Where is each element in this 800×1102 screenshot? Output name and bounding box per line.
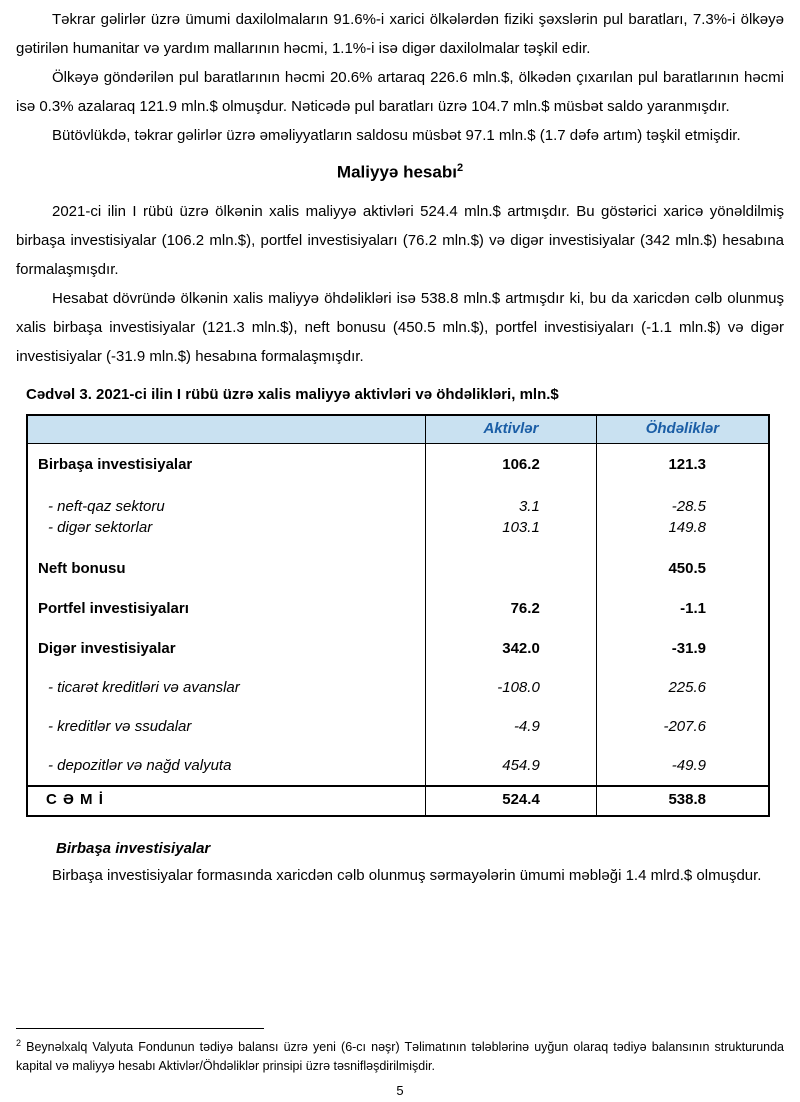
row-label: - digər sektorlar (27, 517, 426, 548)
row-label: Portfel investisiyaları (27, 588, 426, 628)
cell-aktivler: 103.1 (426, 517, 597, 548)
footnote-ref-superscript: 2 (16, 1037, 22, 1048)
table-row-depozitler-nagd-valyuta (27, 746, 769, 786)
total-label: C Ə M İ (27, 786, 426, 816)
cell-ohdelikler: -31.9 (596, 628, 769, 668)
page-number: 5 (396, 1083, 404, 1098)
table-row-neft-qaz-sektoru (27, 484, 769, 517)
section-heading-text: Maliyyə hesabı (336, 162, 457, 182)
table-row-total (27, 786, 769, 816)
table-row-diger-investisiyalar (27, 628, 769, 668)
cell-ohdelikler: 450.5 (596, 548, 769, 588)
total-ohdelikler: 538.8 (596, 786, 769, 816)
paragraph-xalis-ohdelikler: Hesabat dövründə ölkənin xalis maliyyə öhdəlikləri isə 538.8 mln.$ artmışdır ki, bu da xaricdən cəlb olunmuş xalis birbaşa investisiyalar (121.3 mln.$), neft bonusu (450.5 mln.$), portfel investisiyaları (-1.1 mln.$) və digər investisiyalar (-31.9 mln.$) hesabına formalaşmışdır. (16, 289, 784, 365)
footnote-area (16, 1028, 784, 1076)
table-caption: Cədvəl 3. 2021-ci ilin I rübü üzrə xalis maliyyə aktivləri və öhdəlikləri, mln.$ (26, 385, 559, 403)
cell-ohdelikler: 225.6 (596, 668, 769, 707)
row-label: - kreditlər və ssudalar (27, 707, 426, 746)
paragraph-birbasa-mebleg: Birbaşa investisiyalar formasında xaricdən cəlb olunmuş sərmayələrin ümumi məbləği 1.4 mlrd.$ olmuşdur. (52, 866, 762, 884)
table-header-empty-cell (27, 415, 426, 444)
section-heading-maliyye-hesabi (16, 157, 784, 184)
table-row-neft-bonusu (27, 548, 769, 588)
row-label: - ticarət kreditləri və avanslar (27, 668, 426, 707)
cell-ohdelikler: 121.3 (596, 443, 769, 484)
cell-aktivler: 3.1 (426, 484, 597, 517)
financial-account-table (26, 414, 770, 817)
cell-aktivler: 454.9 (426, 746, 597, 786)
row-label: - depozitlər və nağd valyuta (27, 746, 426, 786)
footnote-body: Beynəlxalq Valyuta Fondunun tədiyə balansı üzrə yeni (6-cı nəşr) Təlimatının tələblərinə uyğun olaraq tədiyə balansının strukturunda kapital və maliyyə hesabı Aktivlər/Öhdəliklər prinsipi üzrə təsnifləşdirilmişdir. (16, 1040, 784, 1073)
row-label: Neft bonusu (27, 548, 426, 588)
row-label: - neft-qaz sektoru (27, 484, 426, 517)
cell-ohdelikler: -28.5 (596, 484, 769, 517)
cell-aktivler: -4.9 (426, 707, 597, 746)
table-row-birbasa-investisiyalar (27, 443, 769, 484)
table-header-aktivler: Aktivlər (426, 415, 597, 444)
subheading-birbasa-investisiyalar: Birbaşa investisiyalar (56, 839, 211, 857)
cell-aktivler: -108.0 (426, 668, 597, 707)
paragraph-saldo: Bütövlükdə, təkrar gəlirlər üzrə əməliyyatların saldosu müsbət 97.1 mln.$ (1.7 dəfə artım) təşkil etmişdir. (52, 127, 741, 144)
heading-footnote-ref-superscript: 2 (456, 162, 464, 174)
row-label: Digər investisiyalar (27, 628, 426, 668)
cell-aktivler: 76.2 (426, 588, 597, 628)
paragraph-xalis-aktivler: 2021-ci ilin I rübü üzrə ölkənin xalis maliyyə aktivləri 524.4 mln.$ artmışdır. Bu göstərici xaricə yönəldilmiş birbaşa investisiyalar (106.2 mln.$), portfel investisiyaları (76.2 mln.$) və digər investisiyalar (342 mln.$) hesabına formalaşmışdır. (16, 202, 784, 278)
cell-aktivler: 342.0 (426, 628, 597, 668)
total-aktivler: 524.4 (426, 786, 597, 816)
footnote-text (16, 1034, 784, 1076)
footnote-divider (16, 1028, 264, 1029)
table-row-kreditler-ssudalar (27, 707, 769, 746)
table-row-ticaret-kreditleri (27, 668, 769, 707)
table-row-diger-sektorlar (27, 517, 769, 548)
paragraph-tekrar-gelirler: Təkrar gəlirlər üzrə ümumi daxilolmaların 91.6%-i xarici ölkələrdən fiziki şəxslərin pul baratları, 7.3%-i ölkəyə gətirilən humanitar və yardım mallarının həcmi, 1.1%-i isə digər daxilolmalar təşkil edir. (16, 11, 784, 57)
table-header-row (27, 415, 769, 444)
cell-ohdelikler: -207.6 (596, 707, 769, 746)
cell-aktivler: 106.2 (426, 443, 597, 484)
cell-ohdelikler: -49.9 (596, 746, 769, 786)
table-row-portfel-investisiyalari (27, 588, 769, 628)
cell-ohdelikler: 149.8 (596, 517, 769, 548)
cell-ohdelikler: -1.1 (596, 588, 769, 628)
row-label: Birbaşa investisiyalar (27, 443, 426, 484)
paragraph-pul-baratlari: Ölkəyə göndərilən pul baratlarının həcmi 20.6% artaraq 226.6 mln.$, ölkədən çıxarılan pul baratlarının həcmi isə 0.3% azalaraq 121.9 mln.$ olmuşdur. Nəticədə pul baratları üzrə 104.7 mln.$ müsbət saldo yaranmışdır. (16, 69, 784, 115)
table-header-ohdelikler: Öhdəliklər (596, 415, 769, 444)
cell-aktivler (426, 548, 597, 588)
